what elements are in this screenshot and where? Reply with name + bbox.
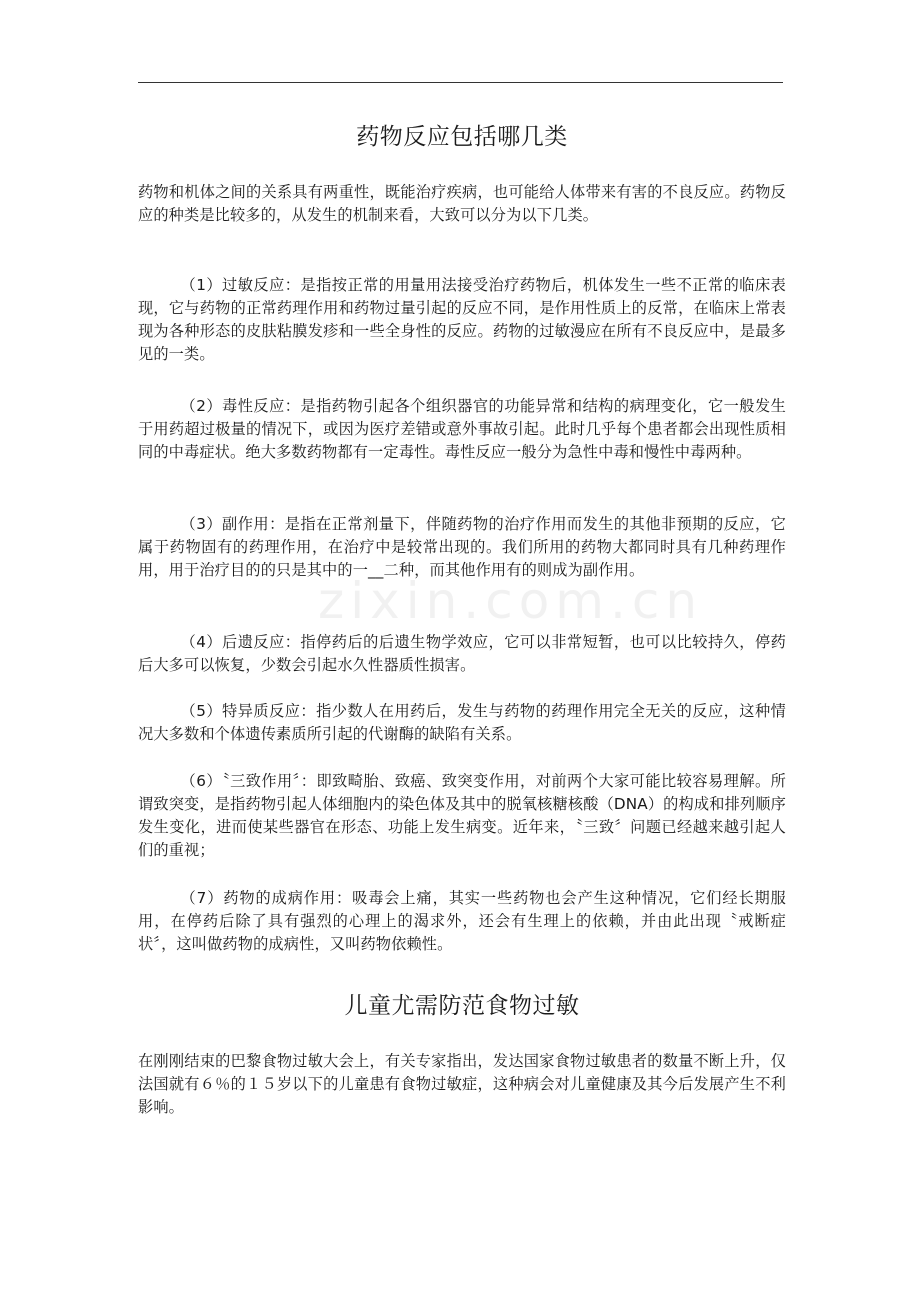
item-side-effect: （3）副作用：是指在正常剂量下，伴随药物的治疗作用而发生的其他非预期的反应，它属于药物固有的药理作用，在治疗中是较常出现的。我们所用的药物大都同时具有几种药理作用，用于治疗目的的只是其中的一__二种，而其他作用有的则成为副作用。 [138, 515, 786, 579]
item-after-effect: （4）后遗反应：指停药后的后遗生物学效应，它可以非常短暂，也可以比较持久，停药后大多可以恢复，少数会引起水久性器质性损害。 [138, 633, 786, 674]
watermark: zixin.com.cn [318, 572, 704, 630]
item-toxic-reaction: （2）毒性反应：是指药物引起各个组织器官的功能异常和结构的病理变化，它一般发生于用药超过极量的情况下，或因为医疗差错或意外事故引起。此时几乎每个患者都会出现性质相同的中毒症状。绝大多数药物都有一定毒性。毒性反应一般分为急性中毒和慢性中毒两种。 [138, 397, 786, 461]
item-three-effects: （6）〝三致作用〞：即致畸胎、致癌、致突变作用，对前两个大家可能比较容易理解。所谓致突变，是指药物引起人体细胞内的染色体及其中的脱氧核糖核酸（DNA）的构成和排列顺序发生变化，进而使某些器官在形态、功能上发生病变。近年来，〝三致〞问题已经越来越引起人们的重视； [138, 772, 786, 859]
header-rule [138, 82, 783, 83]
section-1-intro: 药物和机体之间的关系具有两重性，既能治疗疾病，也可能给人体带来有害的不良反应。药物反应的种类是比较多的，从发生的机制来看，大致可以分为以下几类。 [138, 183, 786, 224]
item-addiction: （7）药物的成病作用：吸毒会上痛，其实一些药物也会产生这种情况，它们经长期服用，在停药后除了具有强烈的心理上的渴求外，还会有生理上的依赖，并由此出现〝戒断症状〞，这叫做药物的成病性，又叫药物依赖性。 [138, 889, 786, 953]
section-1-title: 药物反应包括哪几类 [356, 124, 568, 150]
section-2-title: 儿童尤需防范食物过敏 [344, 993, 580, 1019]
section-2-intro: 在刚刚结束的巴黎食物过敏大会上，有关专家指出，发达国家食物过敏患者的数量不断上升，仅法国就有６％的１５岁以下的儿童患有食物过敏症，这种病会对儿童健康及其今后发展产生不利影响。 [138, 1052, 786, 1116]
item-allergic-reaction: （1）过敏反应：是指按正常的用量用法接受治疗药物后，机体发生一些不正常的临床表现，它与药物的正常药理作用和药物过量引起的反应不同，是作用性质上的反常，在临床上常表现为各种形态的皮肤粘膜发疹和一些全身性的反应。药物的过敏漫应在所有不良反应中，是最多见的一类。 [138, 276, 786, 363]
item-idiosyncratic-reaction: （5）特异质反应：指少数人在用药后，发生与药物的药理作用完全无关的反应，这种情况大多数和个体遗传素质所引起的代谢酶的缺陷有关系。 [138, 702, 786, 743]
